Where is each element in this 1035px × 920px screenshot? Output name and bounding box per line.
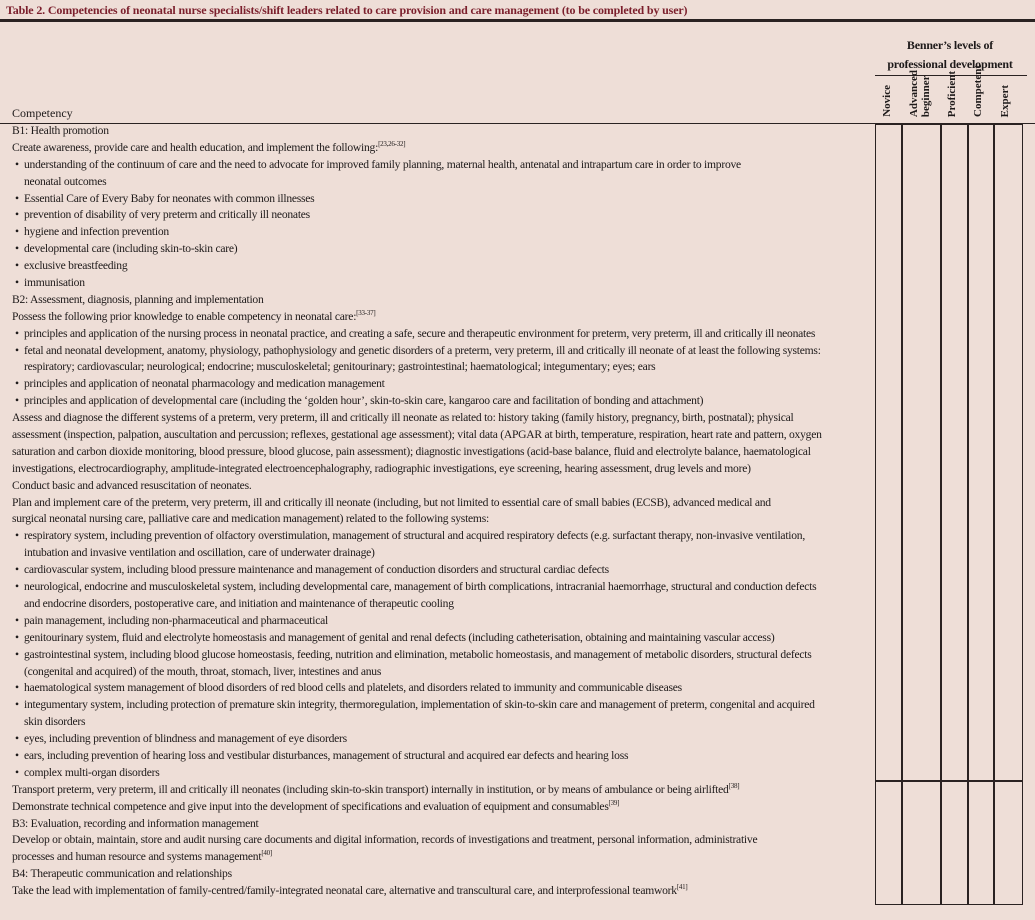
bullet-item [0,343,870,360]
bullet-icon: • [15,191,19,205]
level-header-expert: Expert [999,84,1011,117]
bullet-icon: • [15,765,19,779]
row-text: principles and application of neonatal pharmacology and medication management [24,377,385,391]
reference-citation: [23,26-32] [378,140,406,149]
bullet-item [0,258,870,275]
row-text: Take the lead with implementation of family-centred/family-integrated neonatal care, alternative and transcultural care, and interprofessional teamwork [12,884,677,898]
row-text: assessment (inspection, palpation, auscultation and percussion; reflexes, gestational age assessment); vital data (APGAR at birth, temperature, respiration, heart rate and pattern, oxygen [12,428,822,442]
competency-row [0,782,870,799]
bullet-item [0,680,870,697]
bullet-item [0,207,870,224]
competency-row [0,478,870,495]
row-text: principles and application of developmental care (including the ‘golden hour’, skin-to-skin care, kangaroo care and facilitation of bonding and attachment) [24,394,704,408]
bullet-item [0,528,870,545]
title-rule [0,19,1035,22]
grid-divider [993,125,995,781]
row-text: cardiovascular system, including blood pressure maintenance and management of conduction disorders and structural cardiac defects [24,563,609,577]
bullet-icon: • [15,630,19,644]
grid-divider [967,781,969,904]
bullet-item [0,647,870,664]
row-text: respiratory; cardiovascular; neurological; endocrine; musculoskeletal; genitourinary; gastrointestinal; haematological; integumentary; eyes; ears [24,360,656,374]
bullet-icon: • [15,748,19,762]
bullet-icon: • [15,681,19,695]
competency-row [0,309,870,326]
row-text: pain management, including non-pharmaceutical and pharmaceutical [24,613,328,627]
bullet-icon: • [15,647,19,661]
rating-grid-transport-b4 [875,780,1023,905]
bullet-item [0,731,870,748]
bullet-icon: • [15,732,19,746]
competency-row [0,816,870,833]
table-title: Table 2. Competencies of neonatal nurse specialists/shift leaders related to care provision and care management (to be completed by user) [6,3,688,17]
row-text: neurological, endocrine and musculoskeletal system, including developmental care, management of birth complications, intracranial haemorrhage, structural and conduction defects [24,580,817,594]
competency-row [0,495,870,512]
row-text: fetal and neonatal development, anatomy, physiology, pathophysiology and genetic disorders of a preterm, very preterm, ill and critically ill neonate of at least the following systems: [24,343,821,357]
bullet-item [0,275,870,292]
row-text: Transport preterm, very preterm, ill and critically ill neonates (including skin-to-skin transport) internally in institution, or by means of ambulance or being airlifted [12,782,729,796]
bullet-item [0,376,870,393]
grid-divider [901,781,903,904]
row-text: genitourinary system, fluid and electrolyte homeostasis and management of genital and renal defects (including catheterisation, obtaining and maintaining vascular access) [24,630,775,644]
bullet-item-continuation [0,359,870,376]
bullet-icon: • [15,242,19,256]
row-text: processes and human resource and systems management [12,850,262,864]
bullet-item-continuation [0,545,870,562]
level-header-proficient: Proficient [946,70,958,117]
row-text: exclusive breastfeeding [24,259,128,273]
competency-row [0,799,870,816]
bullet-icon: • [15,394,19,408]
bullet-item [0,241,870,258]
row-text: Conduct basic and advanced resuscitation of neonates. [12,478,252,492]
grid-divider [993,781,995,904]
reference-citation: [33-37] [356,308,376,317]
row-text: haematological system management of blood disorders of red blood cells and platelets, and disorders related to immunity and communicable diseases [24,681,682,695]
reference-citation: [41] [676,883,688,892]
row-text: skin disorders [24,715,86,729]
competency-row [0,832,870,849]
competency-list [0,123,870,900]
bullet-item [0,393,870,410]
competency-row [0,427,870,444]
bullet-item [0,765,870,782]
bullet-item-continuation [0,596,870,613]
row-text: eyes, including prevention of blindness and management of eye disorders [24,732,347,746]
competency-row [0,410,870,427]
bullet-item-continuation [0,714,870,731]
row-text: Assess and diagnose the different systems of a preterm, very preterm, ill and critically ill neonate as related to: history taking (family history, pregnancy, birth, postnatal); physical [12,411,794,425]
row-text: Essential Care of Every Baby for neonates with common illnesses [24,191,315,205]
bullet-icon: • [15,157,19,171]
bullet-item [0,326,870,343]
benner-header-line-2: professional development [887,57,1013,71]
bullet-icon: • [15,698,19,712]
bullet-item [0,157,870,174]
row-text: B3: Evaluation, recording and information management [12,816,259,830]
bullet-icon: • [15,563,19,577]
reference-citation: [38] [728,781,740,790]
row-text: principles and application of the nursing process in neonatal practice, and creating a safe, secure and therapeutic environment for preterm, very preterm, ill and critically ill neonates [24,326,816,340]
bullet-item [0,630,870,647]
bullet-item-continuation [0,174,870,191]
competency-row [0,292,870,309]
bullet-icon: • [15,580,19,594]
rating-grid-b1-b2 [875,124,1023,782]
row-text: and endocrine disorders, postoperative care, and initiation and maintenance of therapeutic cooling [24,596,454,610]
bullet-icon: • [15,259,19,273]
row-text: neonatal outcomes [24,174,107,188]
benner-levels-header [875,36,1025,74]
bullet-icon: • [15,529,19,543]
bullet-icon: • [15,225,19,239]
bullet-icon: • [15,613,19,627]
bullet-item [0,748,870,765]
competency-row [0,140,870,157]
row-text: immunisation [24,276,85,290]
reference-citation: [40] [261,849,272,858]
grid-divider [901,125,903,781]
bullet-item [0,562,870,579]
row-text: B1: Health promotion [12,124,109,137]
row-text: surgical neonatal nursing care, palliative care and medication management) related to the following systems: [12,512,489,526]
bullet-icon: • [15,326,19,340]
row-text: B2: Assessment, diagnosis, planning and implementation [12,292,264,306]
competency-row [0,866,870,883]
row-text: developmental care (including skin-to-skin care) [24,242,238,256]
competency-row [0,123,870,140]
bullet-item [0,613,870,630]
row-text: (congenital and acquired) of the mouth, throat, stomach, liver, intestines and anus [24,664,382,678]
benner-header-line-1: Benner’s levels of [906,38,994,52]
bullet-icon: • [15,377,19,391]
competency-row [0,461,870,478]
grid-divider [940,125,942,781]
advanced-line-1: Advanced [908,69,920,117]
bullet-item-continuation [0,664,870,681]
row-text: Develop or obtain, maintain, store and audit nursing care documents and digital information, records of investigations and treatment, personal information, administrative [12,833,758,847]
row-text: investigations, electrocardiography, amplitude-integrated electroencephalography, radiographic investigations, eye screening, hearing assessment, drug levels and more) [12,461,751,475]
row-text: Demonstrate technical competence and give input into the development of specifications and evaluation of equipment and consumables [12,799,609,813]
row-text: complex multi-organ disorders [24,765,160,779]
row-text: respiratory system, including prevention of olfactory overstimulation, management of structural and acquired respiratory defects (e.g. surfactant therapy, non-invasive ventilation, [24,529,805,543]
grid-divider [940,781,942,904]
row-text: ears, including prevention of hearing loss and vestibular disturbances, management of structural and acquired ear defects and hearing loss [24,748,629,762]
row-text: Create awareness, provide care and health education, and implement the following: [12,140,379,154]
bullet-item [0,224,870,241]
competency-row [0,511,870,528]
competency-row [0,883,870,900]
row-text: prevention of disability of very preterm and critically ill neonates [24,208,310,222]
row-text: integumentary system, including protection of premature skin integrity, thermoregulation, implementation of skin-to-skin care and management of preterm, congenital and acquired [24,698,815,712]
bullet-item [0,191,870,208]
grid-divider [967,125,969,781]
row-text: Plan and implement care of the preterm, very preterm, ill and critically ill neonate (including, but not limited to essential care of small babies (ECSB), advanced medical and [12,495,771,509]
competency-column-header: Competency [12,106,73,120]
reference-citation: [39] [608,798,620,807]
row-text: hygiene and infection prevention [24,225,169,239]
advanced-line-2: beginner [920,75,932,117]
row-text: B4: Therapeutic communication and relationships [12,867,232,881]
bullet-icon: • [15,343,19,357]
row-text: intubation and invasive ventilation and oscillation, care of underwater drainage) [24,546,375,560]
bullet-icon: • [15,276,19,290]
competency-row [0,444,870,461]
level-header-advanced-beginner [908,70,932,117]
bullet-item [0,697,870,714]
bullet-item [0,579,870,596]
row-text: understanding of the continuum of care and the need to advocate for improved family planning, maternal health, antenatal and intrapartum care in order to improve [24,157,741,171]
bullet-icon: • [15,208,19,222]
row-text: gastrointestinal system, including blood glucose homeostasis, feeding, nutrition and elimination, metabolic homeostasis, and management of metabolic disorders, structural defects [24,647,812,661]
row-text: Possess the following prior knowledge to enable competency in neonatal care: [12,309,357,323]
level-header-novice: Novice [881,85,893,117]
level-header-competent: Competent [972,65,984,117]
row-text: saturation and carbon dioxide monitoring, blood pressure, blood glucose, pain assessment); diagnostic investigations (acid-base balance, fluid and electrolyte balance, haematological [12,444,811,458]
competency-row [0,849,870,866]
